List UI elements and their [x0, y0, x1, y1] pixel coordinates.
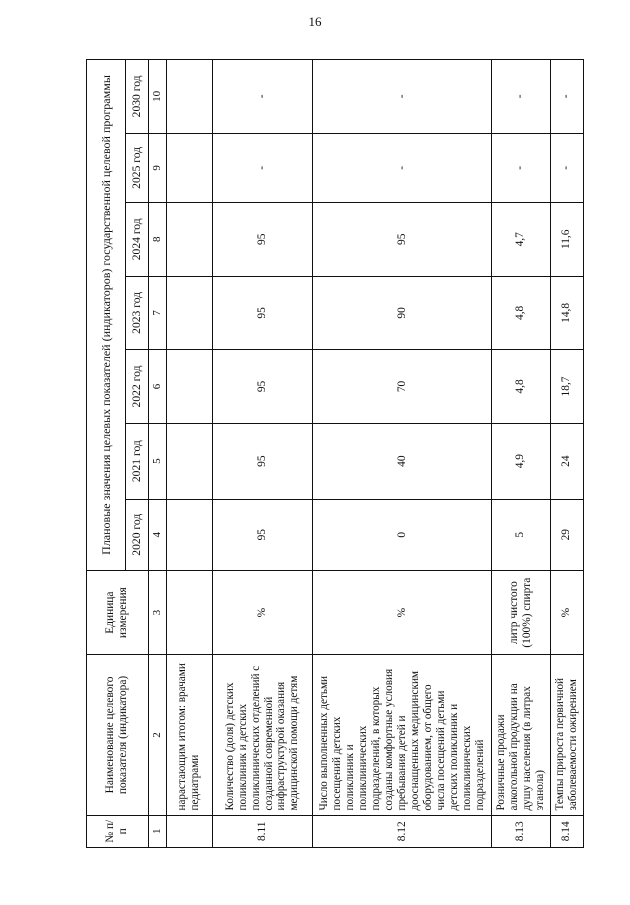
column-index: 5 [148, 423, 167, 499]
value-cell: 14,8 [551, 276, 584, 350]
page-number: 16 [308, 14, 322, 29]
value-cell: 90 [313, 276, 492, 350]
indicator-name: Количество (доля) детских поликлиник и детских поликлинических отделений с созданной современной инфраструктурой оказания медицинской помощи детям [212, 655, 313, 815]
value-cell: 11,6 [551, 202, 584, 276]
table-row [167, 60, 212, 848]
unit-cell: литр чистого (100%) спирта [492, 570, 551, 654]
column-index: 1 [148, 815, 167, 847]
value-cell: 4,8 [492, 276, 551, 350]
column-index: 7 [148, 276, 167, 350]
header-year: 2022 год [126, 350, 149, 424]
column-index: 3 [148, 570, 167, 654]
header-year: 2024 год [126, 202, 149, 276]
value-cell: 70 [313, 350, 492, 424]
value-cell: - [551, 60, 584, 134]
value-cell [167, 499, 212, 570]
indicator-name: Число выполненных детьми посещений детских поликлиник и поликлинических подразделений, в которых созданы комфортные условия пребывания детей и дооснащенных медицинским оборудованием, от общего числа посещений детьми детских поликлиник и поликлинических подразделений [313, 655, 492, 815]
table-row [492, 60, 551, 848]
row-number: 8.11 [212, 815, 313, 847]
row-number: 8.14 [551, 815, 584, 847]
header-row-top [87, 60, 126, 848]
value-cell: - [551, 133, 584, 202]
row-number: 8.13 [492, 815, 551, 847]
unit-cell: % [212, 570, 313, 654]
header-year: 2023 год [126, 276, 149, 350]
rotated-table-container [86, 59, 584, 848]
row-number [167, 815, 212, 847]
value-cell: 4,8 [492, 350, 551, 424]
column-index: 2 [148, 655, 167, 815]
column-index: 10 [148, 60, 167, 134]
column-index: 4 [148, 499, 167, 570]
value-cell: - [492, 60, 551, 134]
value-cell: 5 [492, 499, 551, 570]
value-cell [167, 133, 212, 202]
value-cell: 29 [551, 499, 584, 570]
indicator-name: нарастающим итогом: врачами педиатрами [167, 655, 212, 815]
unit-cell: % [551, 570, 584, 654]
value-cell: - [212, 133, 313, 202]
value-cell: 4,7 [492, 202, 551, 276]
value-cell: 95 [313, 202, 492, 276]
table-row [313, 60, 492, 848]
column-index-row [148, 60, 167, 848]
value-cell [167, 60, 212, 134]
table-row [551, 60, 584, 848]
column-index: 9 [148, 133, 167, 202]
header-year: 2020 год [126, 499, 149, 570]
value-cell: - [313, 60, 492, 134]
value-cell: - [492, 133, 551, 202]
value-cell: 18,7 [551, 350, 584, 424]
value-cell: 4,9 [492, 423, 551, 499]
value-cell: 95 [212, 276, 313, 350]
value-cell: 95 [212, 499, 313, 570]
value-cell: - [212, 60, 313, 134]
unit-cell [167, 570, 212, 654]
indicator-name: Темпы прироста первичной заболеваемости ожирением [551, 655, 584, 815]
value-cell: 24 [551, 423, 584, 499]
value-cell [167, 423, 212, 499]
value-cell [167, 202, 212, 276]
value-cell [167, 350, 212, 424]
value-cell: 0 [313, 499, 492, 570]
indicator-name: Розничные продажи алкогольной продукции на душу населения (в литрах этанола) [492, 655, 551, 815]
header-unit: Единица измерения [87, 570, 149, 654]
header-year: 2030 год [126, 60, 149, 134]
column-index: 8 [148, 202, 167, 276]
header-year: 2025 год [126, 133, 149, 202]
value-cell: 95 [212, 202, 313, 276]
value-cell: 95 [212, 423, 313, 499]
value-cell [167, 276, 212, 350]
header-year: 2021 год [126, 423, 149, 499]
column-index: 6 [148, 350, 167, 424]
value-cell: - [313, 133, 492, 202]
table-row [212, 60, 313, 848]
row-number: 8.12 [313, 815, 492, 847]
header-group: Плановые значения целевых показателей (индикаторов) государственной целевой программы [87, 60, 126, 571]
header-num: № п/п [87, 815, 149, 847]
unit-cell: % [313, 570, 492, 654]
header-name: Наименование целевого показателя (индикатора) [87, 655, 149, 815]
value-cell: 95 [212, 350, 313, 424]
indicators-table [86, 59, 584, 848]
value-cell: 40 [313, 423, 492, 499]
